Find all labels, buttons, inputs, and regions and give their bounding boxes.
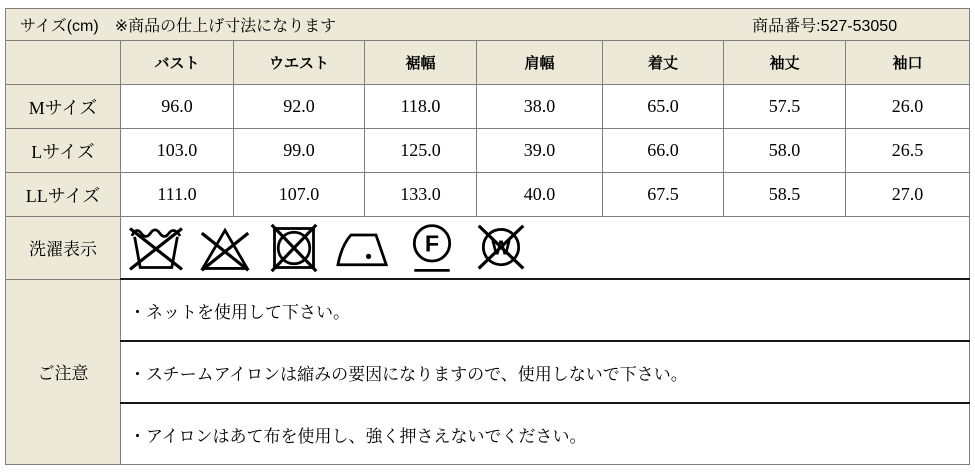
size-value: 39.0 [477, 129, 603, 173]
size-value: 118.0 [365, 85, 477, 129]
notes-label: ご注意 [6, 279, 121, 465]
size-value: 67.5 [603, 173, 724, 217]
size-value: 40.0 [477, 173, 603, 217]
size-row-ll [6, 173, 970, 217]
size-value: 125.0 [365, 129, 477, 173]
col-header-cuff: 袖口 [846, 41, 970, 85]
size-value: 26.0 [846, 85, 970, 129]
note-row [6, 403, 970, 465]
size-value: 107.0 [234, 173, 365, 217]
size-value: 26.5 [846, 129, 970, 173]
size-row-label: LLサイズ [6, 173, 121, 217]
size-value: 96.0 [121, 85, 234, 129]
size-value: 58.5 [724, 173, 846, 217]
col-header-sleeve: 袖丈 [724, 41, 846, 85]
column-header-row [6, 41, 970, 85]
dry-clean-petroleum-F-gentle-icon [402, 221, 462, 275]
do-not-wash-icon [126, 222, 186, 274]
svg-text:F: F [424, 230, 440, 257]
title-row [6, 9, 970, 41]
corner-cell [6, 41, 121, 85]
size-row-l [6, 129, 970, 173]
size-value: 27.0 [846, 173, 970, 217]
note-row [6, 341, 970, 403]
size-value: 58.0 [724, 129, 846, 173]
size-value: 65.0 [603, 85, 724, 129]
note-text: ・ネットを使用して下さい。 [121, 279, 970, 341]
product-number: 商品番号:527-53050 [752, 18, 898, 35]
do-not-wet-clean-icon [471, 222, 531, 274]
svg-text:W: W [491, 237, 511, 259]
care-row-label: 洗濯表示 [6, 217, 121, 280]
do-not-bleach-icon [195, 222, 255, 274]
size-value: 57.5 [724, 85, 846, 129]
note-text: ・アイロンはあて布を使用し、強く押さえないでください。 [121, 403, 970, 465]
col-header-length: 着丈 [603, 41, 724, 85]
note-row [6, 279, 970, 341]
care-symbols [121, 221, 969, 275]
col-header-waist: ウエスト [234, 41, 365, 85]
do-not-tumble-dry-icon [264, 222, 324, 274]
size-value: 92.0 [234, 85, 365, 129]
col-header-bust: バスト [121, 41, 234, 85]
size-row-label: Mサイズ [6, 85, 121, 129]
size-value: 66.0 [603, 129, 724, 173]
care-symbols-row [6, 217, 970, 280]
size-table-title: サイズ(cm) ※商品の仕上げ寸法になります [20, 18, 337, 35]
size-value: 38.0 [477, 85, 603, 129]
iron-one-dot-icon [333, 222, 393, 274]
note-text: ・スチームアイロンは縮みの要因になりますので、使用しないで下さい。 [121, 341, 970, 403]
size-value: 103.0 [121, 129, 234, 173]
size-value: 133.0 [365, 173, 477, 217]
size-row-m [6, 85, 970, 129]
size-row-label: Lサイズ [6, 129, 121, 173]
size-value: 111.0 [121, 173, 234, 217]
product-size-spec-table [5, 8, 970, 465]
size-value: 99.0 [234, 129, 365, 173]
col-header-shoulder: 肩幅 [477, 41, 603, 85]
col-header-hem: 裾幅 [365, 41, 477, 85]
